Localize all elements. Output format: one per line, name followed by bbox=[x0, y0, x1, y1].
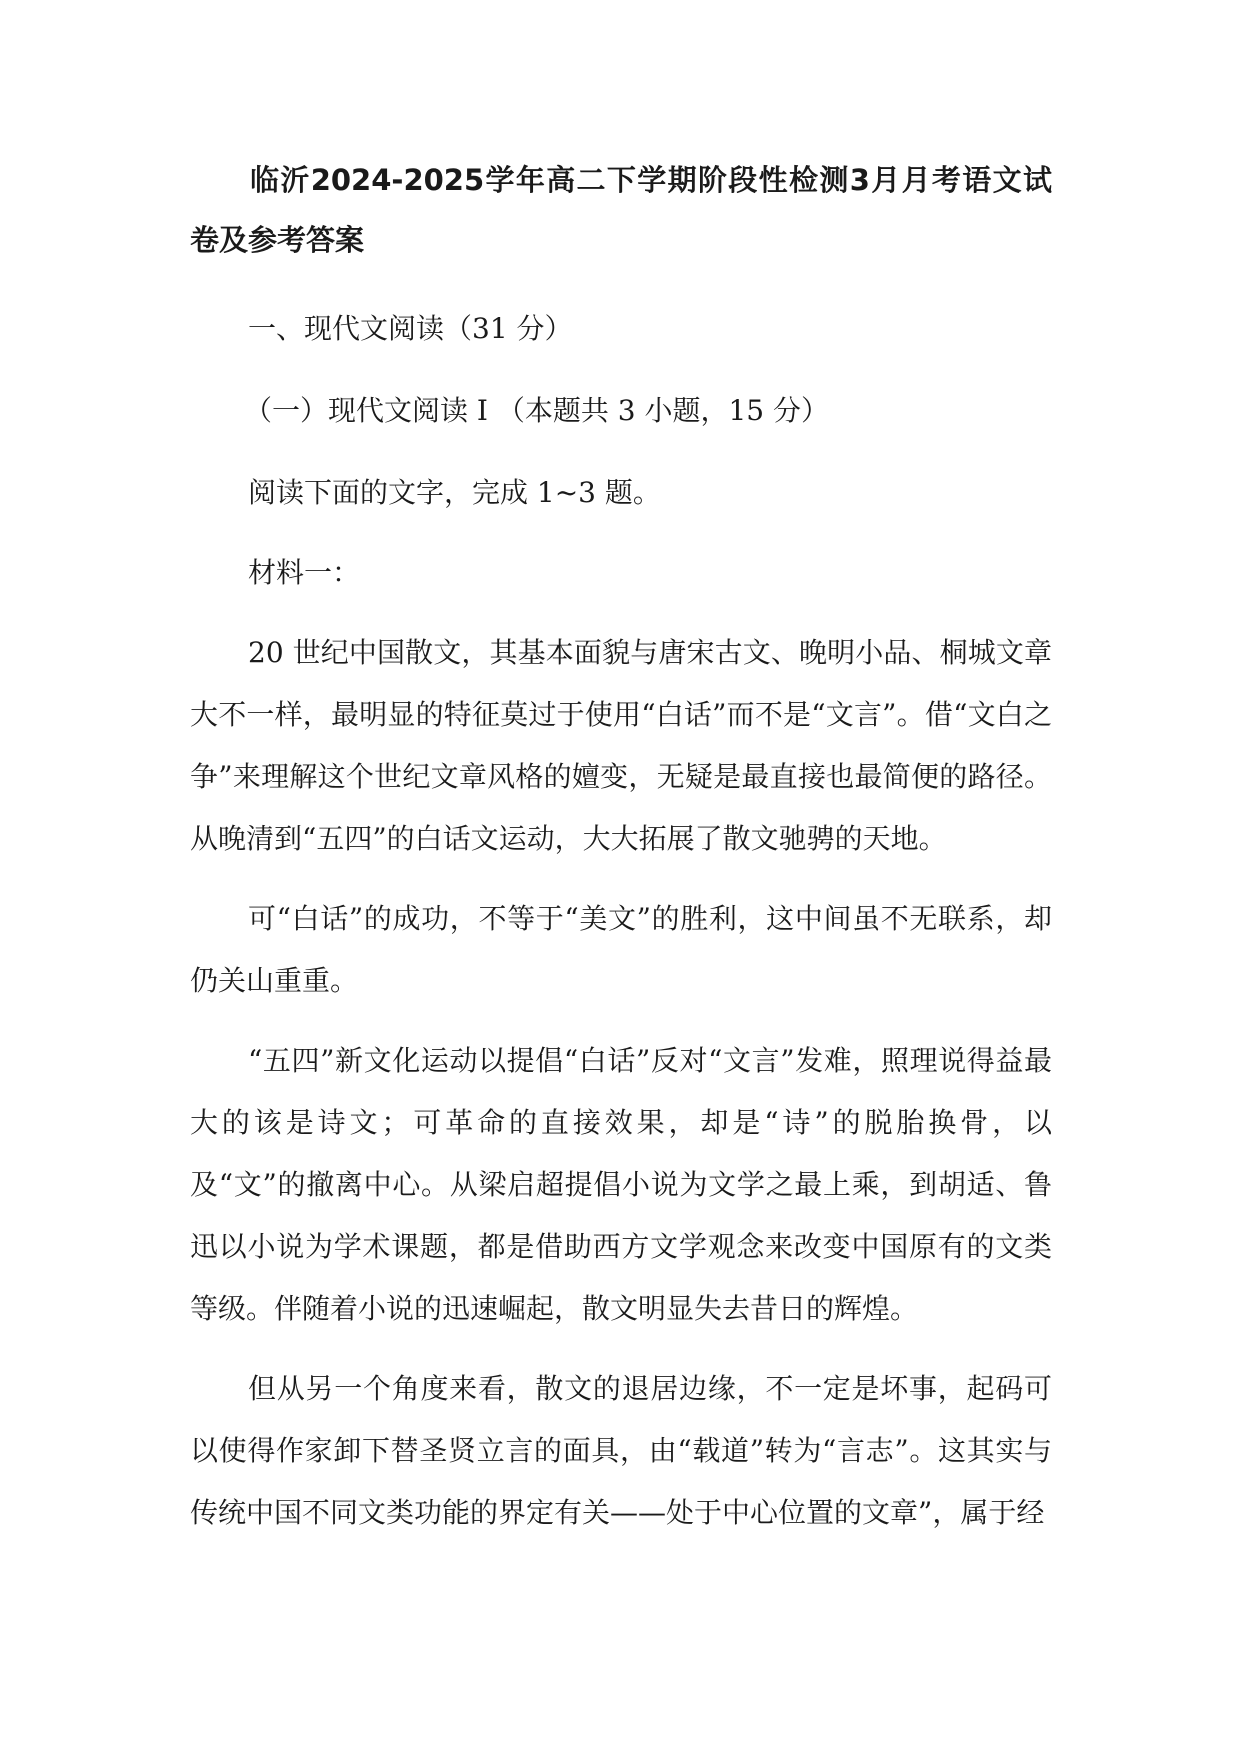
subsection-heading: （一）现代文阅读 I （本题共 3 小题，15 分） bbox=[244, 394, 830, 427]
document-page bbox=[190, 150, 1052, 1562]
reading-instruction: 阅读下面的文字，完成 1~3 题。 bbox=[248, 476, 661, 509]
body-paragraph-3: “五四”新文化运动以提倡“白话”反对“文言”发难，照理说得益最大的该是诗文；可革命的直接效果，却是“诗”的脱胎换骨，以及“文”的撤离中心。从梁启超提倡小说为文学之最上乘，到胡适、鲁迅以小说为学术课题，都是借助西方文学观念来改变中国原有的文类等级。伴随着小说的迅速崛起，散文明显失去昔日的辉煌。 bbox=[190, 1044, 1052, 1325]
section-heading: 一、现代文阅读（31 分） bbox=[248, 312, 573, 345]
document-title: 临沂2024-2025学年高二下学期阶段性检测3月月考语文试卷及参考答案 bbox=[190, 163, 1052, 257]
body-paragraph-4: 但从另一个角度来看，散文的退居边缘，不一定是坏事，起码可以使得作家卸下替圣贤立言的面具，由“载道”转为“言志”。这其实与传统中国不同文类功能的界定有关——处于中心位置的文章”，属于经 bbox=[190, 1372, 1052, 1529]
body-paragraph-2: 可“白话”的成功，不等于“美文”的胜利，这中间虽不无联系，却仍关山重重。 bbox=[190, 902, 1052, 997]
material-label: 材料一： bbox=[248, 556, 361, 589]
body-paragraph-1: 20 世纪中国散文，其基本面貌与唐宋古文、晚明小品、桐城文章大不一样，最明显的特征莫过于使用“白话”而不是“文言”。借“文白之争”来理解这个世纪文章风格的嬗变，无疑是最直接也最简便的路径。从晚清到“五四”的白话文运动，大大拓展了散文驰骋的天地。 bbox=[190, 636, 1052, 855]
